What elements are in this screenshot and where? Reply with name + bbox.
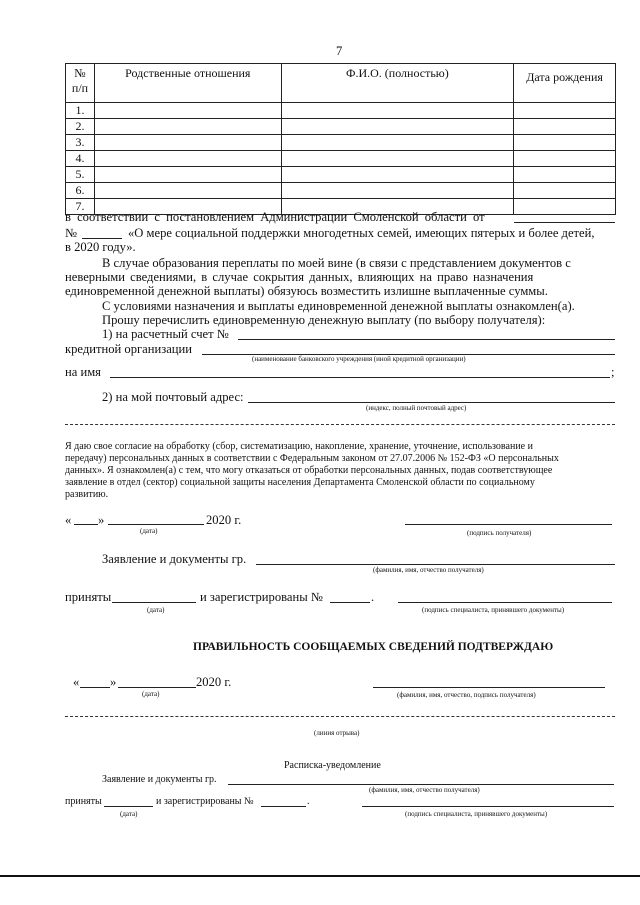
- relation-cell[interactable]: [94, 135, 281, 151]
- signature-caption: (подпись получателя): [467, 529, 532, 537]
- relation-cell[interactable]: [94, 119, 281, 135]
- month2-field[interactable]: [118, 687, 196, 688]
- relation-cell[interactable]: [94, 183, 281, 199]
- row-number: 1.: [66, 103, 95, 119]
- conditions-text: С условиями назначения и выплаты единовременной денежной выплаты ознакомлен(а).: [102, 299, 575, 313]
- registered-label: и зарегистрированы №: [200, 590, 323, 604]
- date2-caption: (дата): [142, 690, 160, 698]
- receipt-date-caption: (дата): [120, 810, 138, 818]
- specialist-signature-field[interactable]: [398, 602, 612, 603]
- fio-cell[interactable]: [281, 183, 514, 199]
- birthdate-cell[interactable]: [514, 167, 616, 183]
- receipt-specialist-field[interactable]: [362, 806, 614, 807]
- birthdate-cell[interactable]: [514, 151, 616, 167]
- header-relation: Родственные отношения: [94, 64, 281, 103]
- day-field[interactable]: [74, 524, 98, 525]
- date2-close-quote: »: [110, 675, 117, 689]
- header-number-text: № п/п: [71, 66, 89, 95]
- page-number: 7: [336, 44, 343, 58]
- receipt-docs-label: Заявление и документы гр.: [102, 774, 217, 785]
- row-number: 7.: [66, 199, 95, 215]
- decree-line-3: в 2020 году».: [65, 240, 136, 254]
- receipt-registered-label: и зарегистрированы №: [156, 796, 254, 807]
- consent-line-5: развитию.: [65, 489, 109, 500]
- date-caption: (дата): [140, 527, 158, 535]
- date-close-quote: »: [98, 513, 105, 527]
- consent-line-2: передачу) персональных данных в соответствии с Федеральным законом от 27.07.2006 № 152-ФЗ «О персональных: [65, 453, 559, 464]
- month-field[interactable]: [108, 524, 204, 525]
- header-number: [66, 64, 95, 103]
- birthdate-cell[interactable]: [514, 199, 616, 215]
- postal-address-label: 2) на мой почтовый адрес:: [102, 390, 244, 404]
- name-label: на имя: [65, 365, 101, 379]
- relation-cell[interactable]: [94, 151, 281, 167]
- consent-line-1: Я даю свое согласие на обработку (сбор, систематизацию, накопление, хранение, уточнение, использование и: [65, 441, 533, 452]
- row-number: 5.: [66, 167, 95, 183]
- year-2: 2020 г.: [196, 675, 232, 689]
- header-birthdate: Дата рождения: [514, 64, 616, 103]
- documents-fio-field[interactable]: [256, 564, 615, 565]
- consent-line-4: заявление в отдел (сектор) социальной защиты населения Департамента Смоленской области по социальному: [65, 477, 535, 488]
- recipient-signature-field[interactable]: [405, 524, 612, 525]
- receipt-specialist-caption: (подпись специалиста, принявшего документы): [405, 810, 548, 818]
- fio-cell[interactable]: [281, 135, 514, 151]
- name-field[interactable]: [110, 377, 610, 378]
- receipt-accepted-label: приняты: [65, 796, 102, 807]
- fio-caption: (фамилия, имя, отчество получателя): [373, 566, 484, 574]
- address-caption: (индекс, полный почтовый адрес): [366, 404, 467, 412]
- birthdate-cell[interactable]: [514, 135, 616, 151]
- fio-signature-caption: (фамилия, имя, отчество, подпись получателя): [397, 691, 536, 699]
- decree-number-field[interactable]: [82, 238, 122, 239]
- decree-date-field[interactable]: [514, 222, 615, 223]
- receipt-number-field[interactable]: [261, 806, 306, 807]
- decree-line-1: в соответствии с постановлением Администрации Смоленской области от: [65, 210, 485, 224]
- registration-number-field[interactable]: [330, 602, 370, 603]
- documents-label: Заявление и документы гр.: [102, 552, 247, 566]
- fio-cell[interactable]: [281, 167, 514, 183]
- row-number: 6.: [66, 183, 95, 199]
- consent-line-3: данных». Я ознакомлен(а) с тем, что могу отказаться от обработки персональных данных, подав соответствующее: [65, 465, 553, 476]
- relatives-table: [65, 63, 616, 215]
- receipt-fio-field[interactable]: [228, 784, 614, 785]
- birthdate-cell[interactable]: [514, 119, 616, 135]
- registered-dot: .: [371, 590, 375, 604]
- confirm-signature-field[interactable]: [373, 687, 605, 688]
- receipt-date-field[interactable]: [104, 806, 153, 807]
- overpayment-line-2: неверными сведениями, в случае сокрытия данных, влияющих на право назначения: [65, 270, 534, 284]
- postal-address-continuation[interactable]: [65, 424, 615, 425]
- fio-cell[interactable]: [281, 103, 514, 119]
- table-row: [66, 151, 616, 167]
- accepted-date-field[interactable]: [112, 602, 196, 603]
- relation-cell[interactable]: [94, 167, 281, 183]
- account-number-field[interactable]: [238, 339, 615, 340]
- page-bottom-border: [0, 875, 640, 877]
- date2-open-quote: «: [73, 675, 80, 689]
- birthdate-cell[interactable]: [514, 183, 616, 199]
- receipt-dot: .: [307, 796, 310, 807]
- overpayment-line-1: В случае образования переплаты по моей вине (в связи с представлением документов с: [102, 256, 571, 270]
- relation-cell[interactable]: [94, 103, 281, 119]
- decree-number-sign: №: [65, 226, 78, 240]
- name-end: ;: [611, 365, 615, 379]
- date-open-quote: «: [65, 513, 72, 527]
- row-number: 2.: [66, 119, 95, 135]
- table-row: [66, 119, 616, 135]
- year-1: 2020 г.: [206, 513, 242, 527]
- table-row: [66, 103, 616, 119]
- account-label: 1) на расчетный счет №: [102, 327, 229, 341]
- table-header-row: [66, 64, 616, 103]
- accepted-label: приняты: [65, 590, 112, 604]
- receipt-title: Расписка-уведомление: [284, 760, 381, 771]
- cut-line: [65, 716, 615, 717]
- receipt-fio-caption: (фамилия, имя, отчество получателя): [369, 786, 480, 794]
- fio-cell[interactable]: [281, 119, 514, 135]
- table-row: [66, 183, 616, 199]
- overpayment-line-3: единовременной денежной выплаты) обязуюсь возместить излишне выплаченные суммы.: [65, 284, 548, 298]
- transfer-request-text: Прошу перечислить единовременную денежную выплату (по выбору получателя):: [102, 313, 546, 327]
- birthdate-cell[interactable]: [514, 103, 616, 119]
- accepted-date-caption: (дата): [147, 606, 165, 614]
- fio-cell[interactable]: [281, 151, 514, 167]
- row-number: 3.: [66, 135, 95, 151]
- row-number: 4.: [66, 151, 95, 167]
- bank-caption: (наименование банковского учреждения (иной кредитной организации): [252, 355, 466, 363]
- specialist-caption: (подпись специалиста, принявшего документы): [422, 606, 565, 614]
- day2-field[interactable]: [80, 687, 110, 688]
- cut-caption: (линия отрыва): [314, 729, 360, 737]
- postal-address-field[interactable]: [248, 402, 615, 403]
- decree-line-2: «О мере социальной поддержки многодетных семей, имеющих пятерых и более детей,: [128, 226, 595, 240]
- table-row: [66, 135, 616, 151]
- header-fio: Ф.И.О. (полностью): [281, 64, 514, 103]
- confirm-heading: ПРАВИЛЬНОСТЬ СООБЩАЕМЫХ СВЕДЕНИЙ ПОДТВЕРЖДАЮ: [193, 641, 554, 653]
- table-row: [66, 167, 616, 183]
- credit-org-label: кредитной организации: [65, 342, 193, 356]
